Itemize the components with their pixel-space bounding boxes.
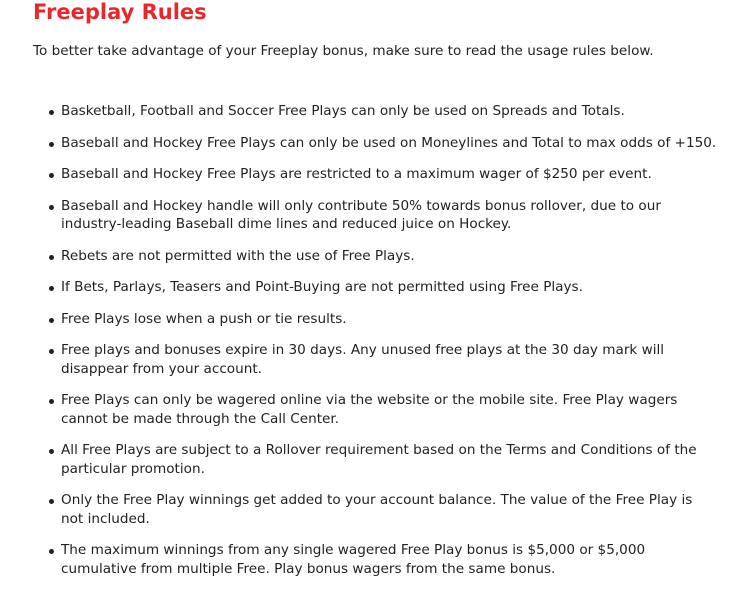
bullet-icon <box>49 549 54 554</box>
bullet-icon <box>49 110 54 115</box>
rule-item <box>33 165 718 184</box>
rule-text: All Free Plays are subject to a Rollover requirement based on the Terms and Conditions of the particular promotion. <box>61 442 697 477</box>
rule-item <box>33 491 718 528</box>
page-title: Freeplay Rules <box>33 0 207 24</box>
bullet-icon <box>49 349 54 354</box>
bullet-icon <box>49 399 54 404</box>
rules-list <box>33 102 718 591</box>
bullet-icon <box>49 286 54 291</box>
bullet-icon <box>49 142 54 147</box>
rule-text: Baseball and Hockey handle will only contribute 50% towards bonus rollover, due to our industry-leading Baseball dime lines and reduced juice on Hockey. <box>61 197 661 232</box>
rule-text: The maximum winnings from any single wagered Free Play bonus is $5,000 or $5,000 cumulative from multiple Free. Play bonus wagers from the same bonus. <box>61 542 646 577</box>
rule-item <box>33 134 718 153</box>
rule-text: Rebets are not permitted with the use of Free Plays. <box>61 247 415 264</box>
rule-text: Free Plays can only be wagered online via the website or the mobile site. Free Play wagers cannot be made through the Call Center. <box>61 392 678 427</box>
rule-item <box>33 247 718 266</box>
rule-text: If Bets, Parlays, Teasers and Point-Buying are not permitted using Free Plays. <box>61 279 583 295</box>
rule-text: Baseball and Hockey Free Plays are restricted to a maximum wager of $250 per event. <box>61 166 652 182</box>
rule-item <box>33 341 718 378</box>
rule-item <box>33 441 718 478</box>
rule-item <box>33 278 718 297</box>
rule-item <box>33 197 718 234</box>
rule-item <box>33 391 718 428</box>
rule-text: Baseball and Hockey Free Plays can only be used on Moneylines and Total to max odds of +150. <box>61 134 717 151</box>
rule-item <box>33 541 718 578</box>
intro-text: To better take advantage of your Freeplay bonus, make sure to read the usage rules below. <box>33 43 654 59</box>
rule-text: Basketball, Football and Soccer Free Plays can only be used on Spreads and Totals. <box>61 103 625 119</box>
bullet-icon <box>49 173 54 178</box>
rule-item <box>33 310 718 329</box>
bullet-icon <box>49 318 54 323</box>
rule-text: Free plays and bonuses expire in 30 days. Any unused free plays at the 30 day mark will disappear from your account. <box>61 342 665 377</box>
bullet-icon <box>49 499 54 504</box>
rule-text: Free Plays lose when a push or tie results. <box>61 310 347 327</box>
bullet-icon <box>49 449 54 454</box>
rule-text: Only the Free Play winnings get added to your account balance. The value of the Free Play is not included. <box>61 492 693 527</box>
bullet-icon <box>49 255 54 260</box>
rule-item <box>33 102 718 121</box>
bullet-icon <box>49 205 54 210</box>
